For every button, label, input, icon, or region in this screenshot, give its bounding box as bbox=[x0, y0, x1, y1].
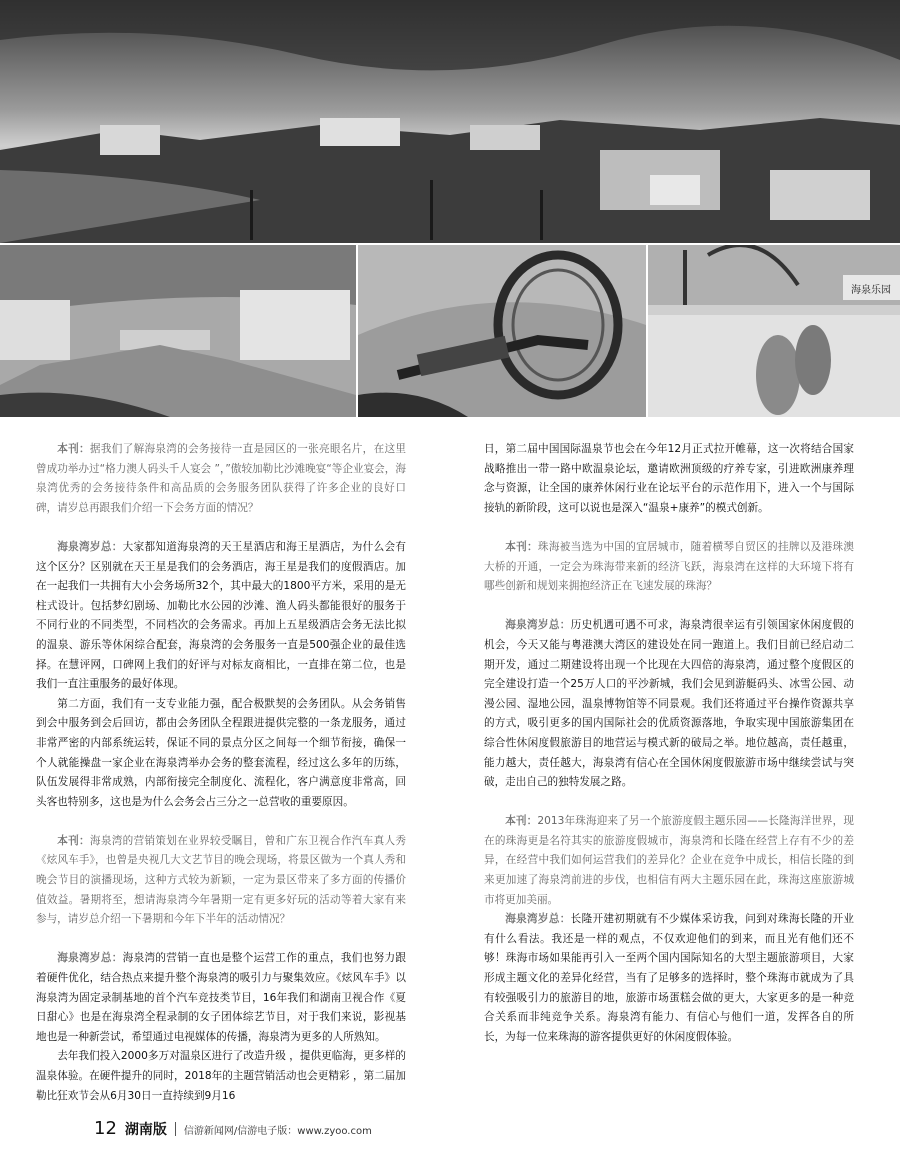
paragraph bbox=[36, 695, 406, 813]
speaker-label: 本刊： bbox=[505, 815, 538, 828]
paragraph-text: 大家都知道海泉湾的天王星酒店和海王星酒店，为什么会有这个区分？区别就在天王星是我们的会务酒店，海王星是我们的度假酒店。加在一起我们一共拥有大小会务场所32个，其中最大的1800平方米，采用的是无柱式设计。包括梦幻剧场、加勒比水公园的沙滩、渔人码头都能很好的服务于不同行业的不同类型，不同档次的会务需求。再加上五星级酒店会务无法比拟的温泉、游乐等休闲综合配套，海泉湾的会务服务一直是500强企业的最佳选择。在慧评网，口碑网上我们的好评与对标友商相比，一直排在第二位，也是我们一直注重服务的最好体现。 bbox=[36, 540, 407, 691]
footer-divider bbox=[175, 1122, 176, 1136]
article-left-column bbox=[36, 440, 406, 1106]
paragraph bbox=[484, 538, 854, 597]
paragraph bbox=[484, 910, 854, 1047]
paragraph-text: 珠海被当选为中国的宜居城市，随着横琴自贸区的挂牌以及港珠澳大桥的开通，一定会为珠海带来新的经济飞跃，海泉湾在这样的大环境下将有哪些创新和规划来拥抱经济正在飞速发展的珠海？ bbox=[484, 540, 855, 593]
paragraph-text: 第二方面，我们有一支专业能力强，配合极默契的会务团队。从会务销售到会中服务到会后回访，都由会务团队全程跟进提供完整的一条龙服务，通过非常严密的内部系统运转，保证不同的景点分区之间每一个细节衔接，确保一个人就能操盘一家企业在海泉湾举办会务的整套流程，经过这么多年的历练，队伍发展得非常成熟，内部衔接完全制度化、流程化，客户满意度非常高，回头客也特别多，这也是为什么会务会占三分之一总营收的重要原因。 bbox=[36, 697, 406, 808]
paragraph bbox=[484, 616, 854, 792]
paragraph bbox=[36, 832, 406, 930]
speaker-label: 本刊： bbox=[57, 443, 90, 455]
beach-photo bbox=[648, 245, 900, 417]
article-right-column bbox=[484, 440, 854, 1047]
speaker-label: 海泉湾岁总： bbox=[57, 952, 123, 965]
speaker-label: 海泉湾岁总： bbox=[505, 619, 571, 632]
speaker-label: 海泉湾岁总： bbox=[57, 540, 123, 553]
paragraph bbox=[36, 538, 406, 695]
speaker-label: 海泉湾岁总： bbox=[505, 913, 571, 926]
resort-panorama-photo bbox=[0, 0, 900, 243]
paragraph bbox=[36, 949, 406, 1047]
edition-label: 湖南版 bbox=[124, 1122, 167, 1138]
paragraph-text: 2013年珠海迎来了另一个旅游度假主题乐园——长隆海洋世界，现在的珠海更是名符其实的旅游度假城市，海泉湾和长隆在经营上存有不少的差异，在经营中我们如何运营我们的差异化？企业在竞争中成长，相信长隆的到来更加速了海泉湾前进的步伐，也相信有两大主题乐园在此，珠海这座旅游城市将更加美丽。 bbox=[484, 815, 854, 906]
rollercoaster-photo bbox=[358, 245, 646, 417]
speaker-label: 本刊： bbox=[57, 834, 90, 847]
canal-photo bbox=[0, 245, 356, 417]
beach-sign-text: 海泉乐园 bbox=[851, 285, 891, 296]
paragraph bbox=[36, 440, 406, 518]
paragraph-text: 历史机遇可遇不可求，海泉湾很幸运有引领国家休闲度假的机会，今天又能与粤港澳大湾区的建设处在同一跑道上。我们目前已经启动二期开发，通过二期建设将出现一个比现在大四倍的海泉湾，通过整个度假区的完全建设打造一个25万人口的平沙新城，我们会见到游艇码头、冰雪公园、动漫公园、湿地公园，温泉博物馆等不同景观。我们还将通过平台操作资源共享的方式，吸引更多的国内国际社会的优质资源落地，争取实现中国旅游集团在综合性休闲度假旅游目的地营运与模式新的破局之举。地位越高，责任越重，能力越大，责任越大，海泉湾有信心在全国休闲度假旅游市场中继续尝试与突破，走出自己的独特发展之路。 bbox=[484, 619, 855, 789]
paragraph bbox=[484, 812, 854, 910]
paragraph-text: 海泉湾的营销一直也是整个运营工作的重点，我们也努力跟着硬件优化，结合热点来提升整个海泉湾的吸引力与聚集效应。《炫风车手》以海泉湾为固定录制基地的首个汽车竞技类节目，16年我们和湖南卫视合作《夏日甜心》也是在海泉湾全程录制的女子团体综艺节目，对于我们来说，影视基地也是一种新尝试，希望通过电视媒体的传播，海泉湾为更多的人所熟知。 bbox=[36, 952, 407, 1043]
publication-credit: 信游新闻网/信游电子版：www.zyoo.com bbox=[183, 1126, 372, 1137]
paragraph-text: 日，第二届中国国际温泉节也会在今年12月正式拉开帷幕，这一次将结合国家战略推出一带一路中欧温泉论坛，邀请欧洲顶级的疗养专家，引进欧洲康养理念与资源，让全国的康养休闲行业在论坛平台的示范作用下，进入一个与国际接轨的新阶段，这可以说也是深入“温泉+康养”的模式创新。 bbox=[484, 443, 854, 514]
paragraph-text: 去年我们投入2000多万对温泉区进行了改造升级 ，提供更临海，更多样的温泉体验。在硬件提升的同时，2018年的主题营销活动也会更精彩 ，第二届加勒比狂欢节会从6月30日一直持续到9月16 bbox=[36, 1050, 406, 1102]
paragraph-text: 据我们了解海泉湾的会务接待一直是园区的一张亮眼名片，在这里曾成功举办过“格力澳人码头千人宴会 ”，”傲较加勒比沙滩晚宴“等企业宴会，海泉湾优秀的会务接待条件和高品质的会务服务团队获得了许多企业的良好口碑，请岁总再跟我们介绍一下会务方面的情况？ bbox=[36, 443, 407, 514]
paragraph-text: 长隆开建初期就有不少媒体采访我，问到对珠海长隆的开业有什么看法。我还是一样的观点，不仅欢迎他们的到来，而且光有他们还不够！珠海市场如果能再引入一至两个国内国际知名的大型主题旅游项目，大家形成主题文化的差异化经营，当有了足够多的选择时，整个珠海市就成为了具有较强吸引力的旅游目的地，旅游市场蛋糕会做的更大，大家更多的是一种竞合关系而非纯竞争关系。海泉湾有能力、有信心与他们一道，发挥各自的所长，为每一位来珠海的游客提供更好的休闲度假体验。 bbox=[484, 913, 855, 1043]
page-footer bbox=[94, 1118, 372, 1139]
page-number: 12 bbox=[94, 1118, 117, 1139]
speaker-label: 本刊： bbox=[505, 540, 538, 553]
paragraph-text: 海泉湾的营销策划在业界较受瞩目，曾和广东卫视合作汽车真人秀《炫风车手》，也曾是央视几大文艺节目的晚会现场，将景区做为一个真人秀和晚会节目的演播现场，这种方式较为新颖，一定为景区带来了多方面的传播价值效益。暑期将至，想请海泉湾今年暑期一定有更多好玩的活动等着大家有来参与，请岁总介绍一下暑期和今年下半年的活动情况？ bbox=[36, 834, 407, 926]
paragraph bbox=[36, 1047, 406, 1106]
paragraph bbox=[484, 440, 854, 518]
